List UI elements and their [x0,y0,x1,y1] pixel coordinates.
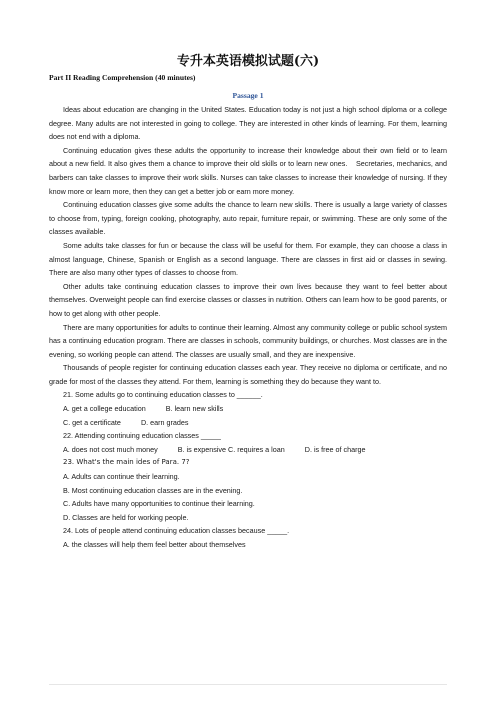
question-23-stem: 23. What's the main ides of Para. 7? [63,458,190,467]
document-title: 专升本英语模拟试题(六) [176,54,320,69]
part-heading: Part II Reading Comprehension (40 minutes) [49,73,196,82]
option-22d: D. is free of charge [304,444,366,454]
option-22bc: B. is expensive C. requires a loan [177,444,285,454]
passage-body [49,103,447,552]
paragraph: Thousands of people register for continuing education classes each year. They receive no diploma or certificate, and no grade for most of the classes they attend. For them, learning is something they do because they want to. [49,363,447,386]
option-22a: A. does not cost much money [63,444,158,454]
paragraph: There are many opportunities for adults to continue their learning. Almost any community college or public school system has a continuing education program. There are classes in schools, community buildings, or churches. Most classes are in the evening, so working people can attend. The classes are usually small, and they are inexpensive. [49,322,447,359]
option-23b: B. Most continuing education classes are in the evening. [63,485,243,495]
question-22-options-row1 [49,443,447,457]
paragraph: Some adults take classes for fun or because the class will be useful for them. For example, they can choose a class in almost language, Chinese, Spanish or English as a second language. There are classes in first aid or classes in sewing. There are also many other types of classes to choose from. [49,240,447,278]
option-21a: A. get a college education [63,404,146,414]
option-23c: C. Adults have many opportunities to continue their learning. [63,499,255,509]
option-21b: B. learn new skills [165,404,224,414]
option-24a: A. the classes will help them feel better about themselves [63,540,246,549]
question-21-stem: 21. Some adults go to continuing education classes to ______. [63,390,263,400]
paragraph: Continuing education gives these adults the opportunity to increase their knowledge about their own field or to learn about a new field. It also gives them a chance to improve their old skills or to learn new ones. Secretaries, mechanics, and barbers can take classes to improve their work skills. Nurses can take classes to increase their knowledge of nursing. If they know more or learn more, then they can get a better job or earn more money. [49,145,449,196]
question-21-options-row1 [49,402,447,416]
question-24-stem: 24. Lots of people attend continuing education classes because _____. [63,526,290,536]
paragraph: Ideas about education are changing in the United States. Education today is not just a high school diploma or a college degree. Many adults are not interested in going to college. They are interested in other kinds of learning. For them, learning does not end with a diploma. [49,105,447,142]
option-21c: C. get a certificate [63,417,121,427]
question-21-options-row2 [49,416,447,430]
passage-label: Passage 1 [232,91,264,100]
option-21d: D. earn grades [140,417,189,427]
paragraph: Other adults take continuing education classes to improve their own lives because they want to feel better about themselves. Overweight people can find exercise classes or classes in nutrition. Others can learn how to be good parents, or how to get along with other people. [49,281,447,318]
page-divider [49,684,447,685]
paragraph: Continuing education classes give some adults the chance to learn new skills. There is usually a large variety of classes to choose from, typing, foreign cooking, photography, auto repair, furniture repair, or swimming. These are only some of the classes available. [49,200,447,237]
option-23d: D. Classes are held for working people. [63,512,189,522]
question-22-stem: 22. Attending continuing education classes _____ [63,431,221,441]
option-23a: A. Adults can continue their learning. [63,472,180,482]
